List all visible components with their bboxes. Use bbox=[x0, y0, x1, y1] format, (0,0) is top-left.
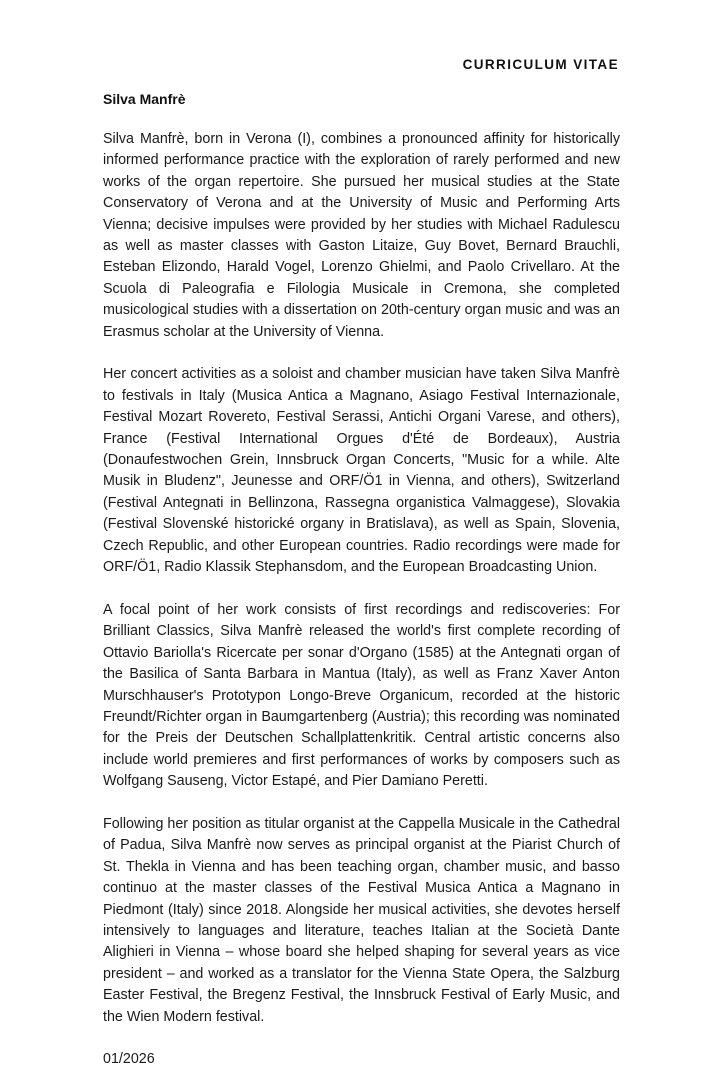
paragraph-positions: Following her position as titular organist at the Cappella Musicale in the Cathedral of Padua, Silva Manfrè now serves as principal organist at the Piarist Church of St. Thekla in Vienna and has been teaching organ, chamber music, and basso continuo at the master classes of the Festival Musica Antica a Magnano in Piedmont (Italy) since 2018. Alongside her musical activities, she devotes herself intensively to languages and literature, teaches Italian at the Società Dante Alighieri in Vienna – whose board she helped shaping for several years as vice president – and worked as a translator for the Vienna State Opera, the Salzburg Easter Festival, the Bregenz Festival, the Innsbruck Festival of Early Music, and the Wien Modern festival. bbox=[103, 815, 620, 1025]
document-header: CURRICULUM VITAE bbox=[462, 57, 619, 72]
person-name-heading: Silva Manfrè bbox=[103, 91, 186, 107]
paragraph-concerts: Her concert activities as a soloist and chamber musician have taken Silva Manfrè to festivals in Italy (Musica Antica a Magnano, Asiago Festival Internazionale, Festival Mozart Rovereto, Festival Serassi, Antichi Organi Varese, and others), France (Festival International Orgues d'Été de Bordeaux), Austria (Donaufestwochen Grein, Innsbruck Organ Concerts, "Music for a while. Alte Musik in Bludenz", Jeunesse and ORF/Ö1 in Vienna, and others), Switzerland (Festival Antegnati in Bellinzona, Rassegna organistica Valmaggese), Slovakia (Festival Slovenské historické organy in Bratislava), as well as Spain, Slovenia, Czech Republic, and other European countries. Radio recordings were made for ORF/Ö1, Radio Klassik Stephansdom, and the European Broadcasting Union. bbox=[103, 366, 620, 576]
document-date: 01/2026 bbox=[103, 1051, 155, 1068]
paragraph-recordings: A focal point of her work consists of first recordings and rediscoveries: For Brilliant Classics, Silva Manfrè released the world's first complete recording of Ottavio Bariolla's Ricercate per sonar d'Organo (1585) at the Antegnati organ of the Basilica of Santa Barbara in Mantua (Italy), as well as Franz Xaver Anton Murschhauser's Prototypon Longo-Breve Organicum, recorded at the historic Freundt/Richter organ in Baumgartenberg (Austria); this recording was nominated for the Preis der Deutschen Schallplattenkritik. Central artistic concerns also include world premieres and first performances of works by composers such as Wolfgang Sauseng, Victor Estapé, and Pier Damiano Peretti. bbox=[103, 601, 620, 790]
document-body bbox=[103, 129, 620, 1071]
paragraph-education: Silva Manfrè, born in Verona (I), combines a pronounced affinity for historically informed performance practice with the exploration of rarely performed and new works of the organ repertoire. She pursued her musical studies at the State Conservatory of Verona and at the University of Music and Performing Arts Vienna; decisive impulses were provided by her studies with Michael Radulescu as well as master classes with Gaston Litaize, Guy Bovet, Bernard Brauchli, Esteban Elizondo, Harald Vogel, Lorenzo Ghielmi, and Paolo Crivellaro. At the Scuola di Paleografia e Filologia Musicale in Cremona, she completed musicological studies with a dissertation on 20th-century organ music and was an Erasmus scholar at the University of Vienna. bbox=[103, 131, 620, 340]
